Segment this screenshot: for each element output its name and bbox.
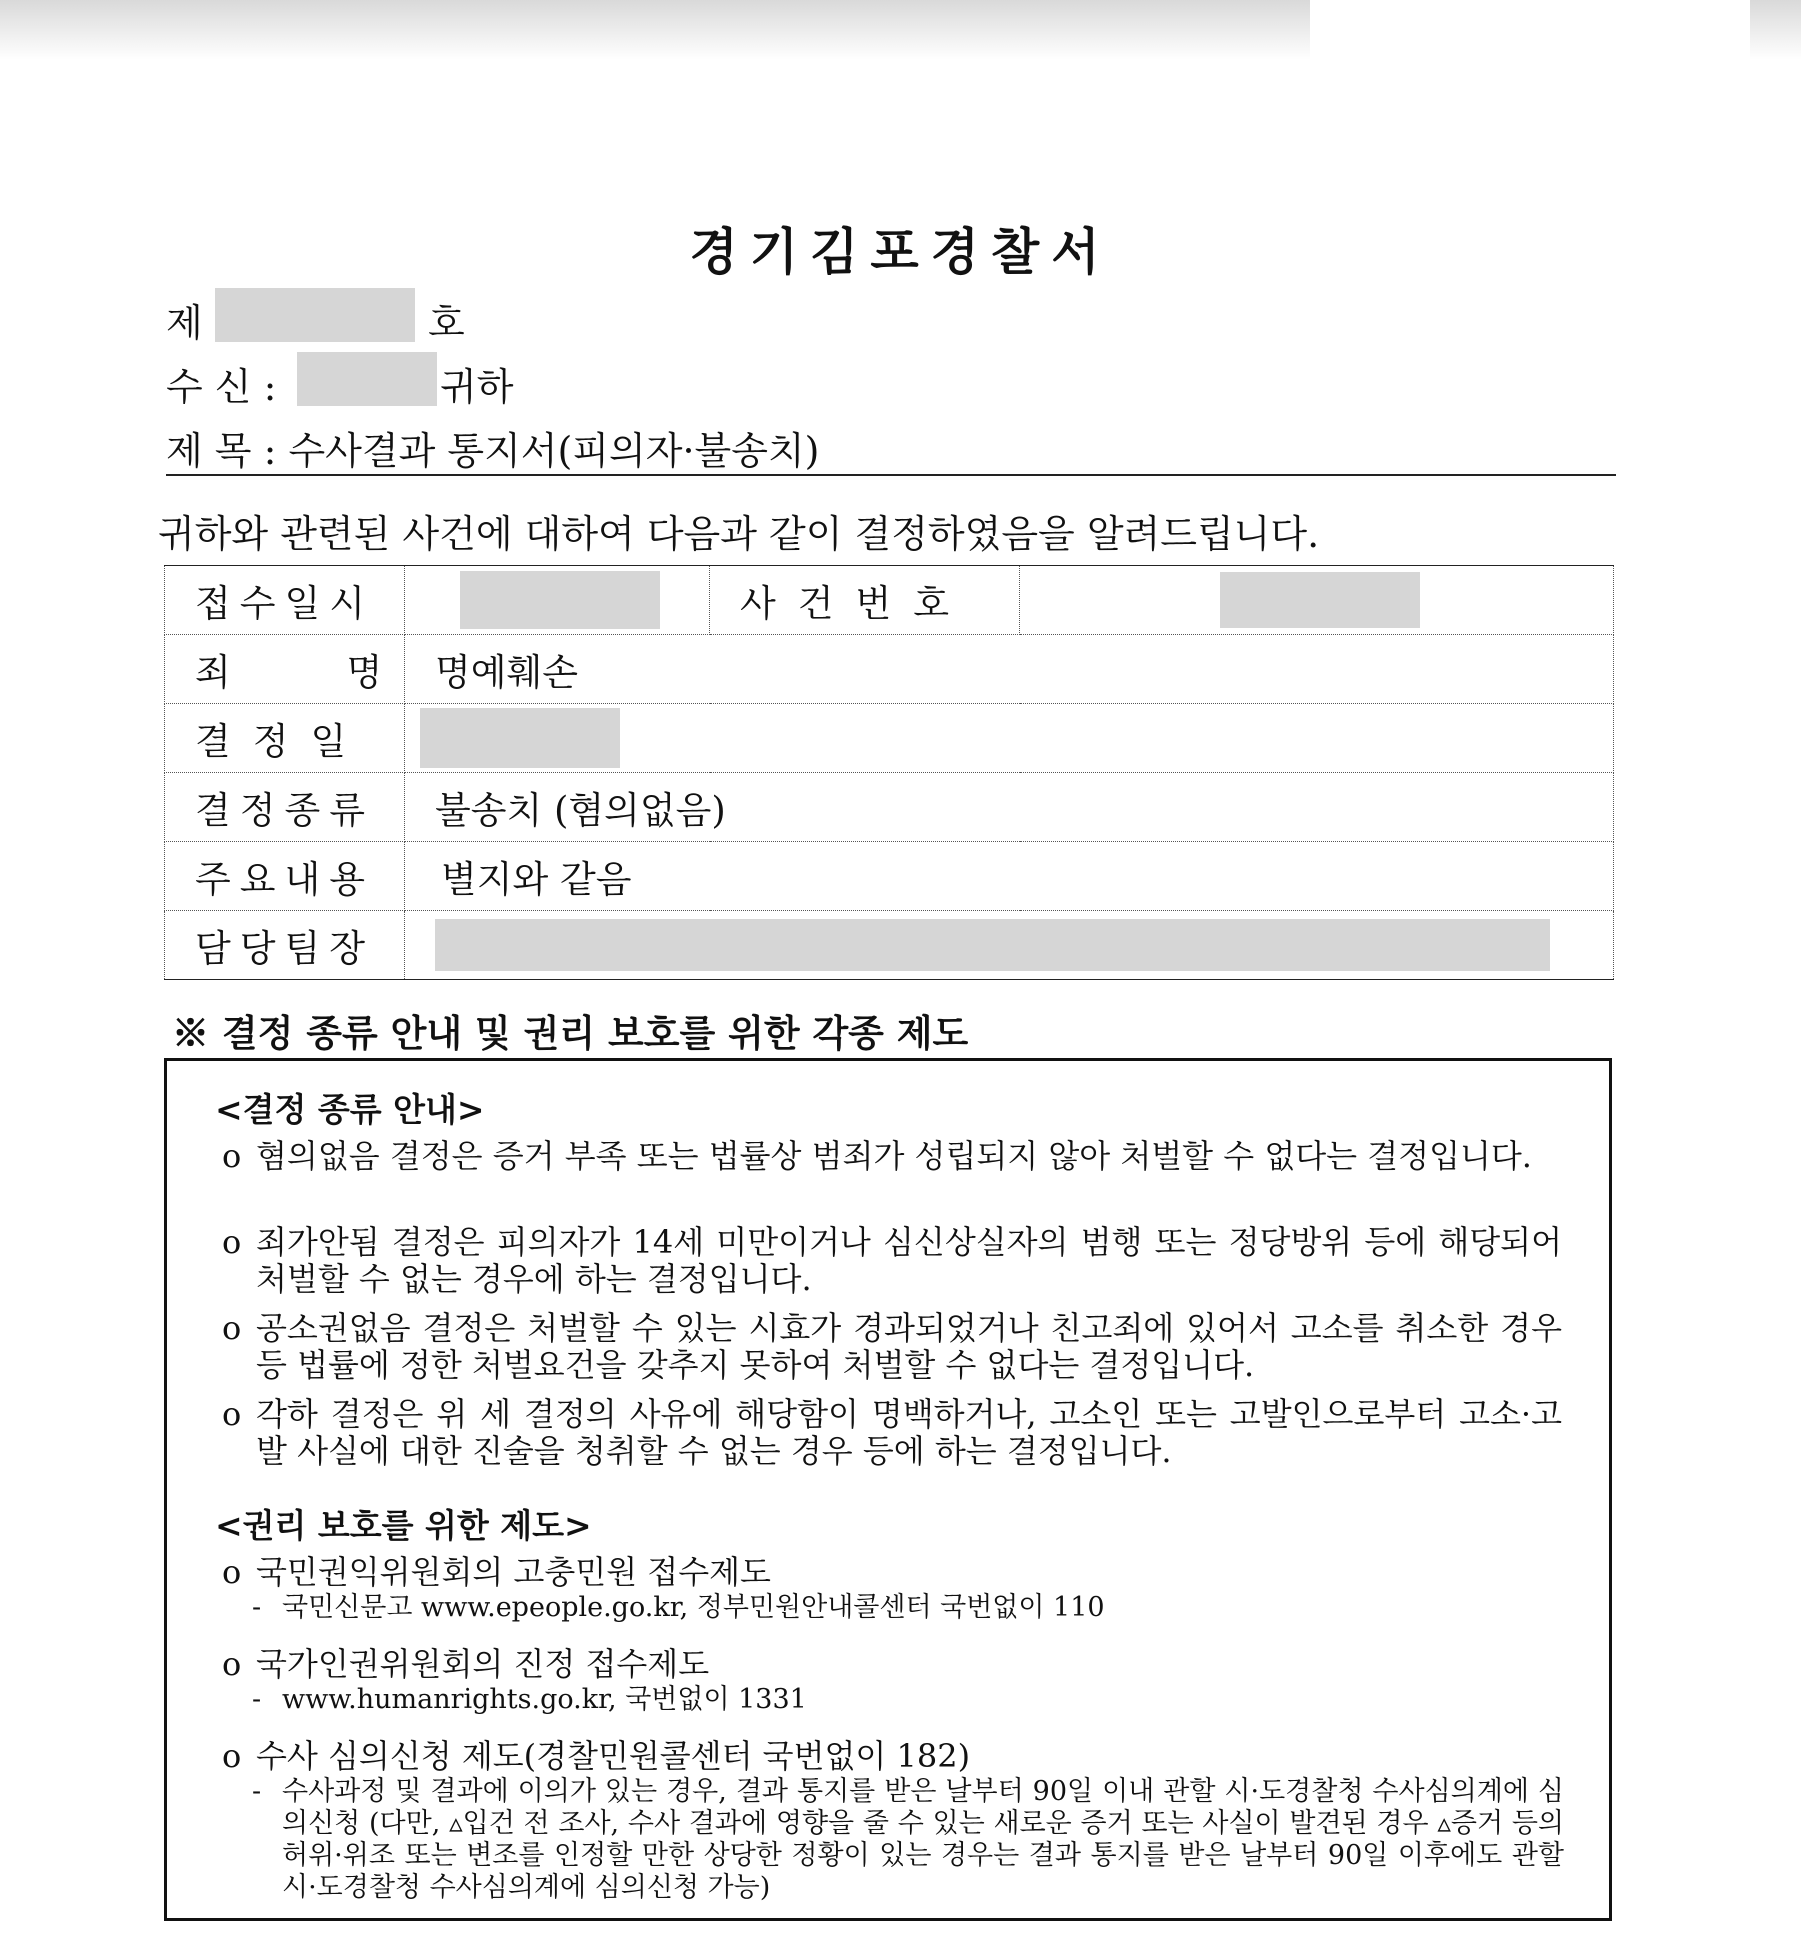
list-item: o 수사 심의신청 제도(경찰민원콜센터 국번없이 182) <box>222 1737 971 1775</box>
case-number-value <box>1020 566 1614 635</box>
list-item: o 혐의없음 결정은 증거 부족 또는 법률상 범죄가 성립되지 않아 처벌할 수 없다는 결정입니다. <box>222 1137 1532 1175</box>
bullet-icon: o <box>222 1395 242 1433</box>
team-leader-label: 담당팀장 <box>165 911 405 980</box>
table-row-content <box>165 842 1614 911</box>
list-item: o 국가인권위원회의 진정 접수제도 <box>222 1645 710 1683</box>
case-number-label: 사건번호 <box>710 566 1020 635</box>
decision-type-value: 불송치 (혐의없음) <box>405 773 1614 842</box>
list-item-detail: - 국민신문고 www.epeople.go.kr, 정부민원안내콜센터 국번없이 110 <box>252 1592 1105 1623</box>
decision-type-label: 결정종류 <box>165 773 405 842</box>
bullet-icon: o <box>222 1223 242 1261</box>
bullet-icon: o <box>222 1645 242 1683</box>
bullet-icon: o <box>222 1553 242 1591</box>
intro-text: 귀하와 관련된 사건에 대하여 다음과 같이 결정하였음을 알려드립니다. <box>158 512 1320 556</box>
received-value <box>405 566 710 635</box>
received-label: 접수일시 <box>165 566 405 635</box>
redacted-received-datetime <box>460 571 660 629</box>
table-row-decision-type <box>165 773 1614 842</box>
decision-date-label: 결정일 <box>165 704 405 773</box>
bullet-icon: o <box>222 1137 242 1175</box>
list-item: o 각하 결정은 위 세 결정의 사유에 해당함이 명백하거나, 고소인 또는 고발인으로부터 고소·고발 사실에 대한 진술을 청취할 수 없는 경우 등에 하는 결정입니다. <box>222 1395 1562 1470</box>
table-row-team <box>165 911 1614 980</box>
redacted-document-number <box>215 288 415 342</box>
decision-types-heading: <결정 종류 안내> <box>215 1090 485 1129</box>
page-top-gap <box>1310 0 1750 60</box>
crime-label: 죄 명 <box>165 635 405 704</box>
team-leader-value <box>405 911 1614 980</box>
redacted-recipient-name <box>297 352 437 406</box>
recipient-label: 수 신 : <box>166 365 277 409</box>
document-title: 경기김포경찰서 <box>689 222 1112 281</box>
crime-value: 명예훼손 <box>405 635 1614 704</box>
header-divider <box>166 474 1616 476</box>
table-row-crime <box>165 635 1614 704</box>
number-suffix: 호 <box>428 301 465 345</box>
decision-date-value <box>405 704 1614 773</box>
content-value: 별지와 같음 <box>405 842 1614 911</box>
list-item-detail: - www.humanrights.go.kr, 국번없이 1331 <box>252 1684 807 1715</box>
redacted-team-leader <box>435 919 1550 971</box>
bullet-icon: o <box>222 1737 242 1775</box>
notice-title: ※ 결정 종류 안내 및 권리 보호를 위한 각종 제도 <box>172 1011 969 1055</box>
number-prefix: 제 <box>166 301 203 345</box>
list-item: o 죄가안됨 결정은 피의자가 14세 미만이거나 심신상실자의 범행 또는 정당방위 등에 해당되어 처벌할 수 없는 경우에 하는 결정입니다. <box>222 1223 1562 1298</box>
bullet-icon: o <box>222 1309 242 1347</box>
list-item-detail: - 수사과정 및 결과에 이의가 있는 경우, 결과 통지를 받은 날부터 90일 이내 관할 시·도경찰청 수사심의계에 심의신청 (다만, ▵입건 전 조사, 수사 결과에 영향을 줄 수 있는 새로운 증거 또는 사실이 발견된 경우 ▵증거 등의 허위·위조 또는 변조를 인정할 만한 상당한 정황이 있는 경우는 결과 통지를 받은 날부터 90일 이후에도 관할 시·도경찰청 수사심의계에 심의신청 가능) <box>252 1776 1564 1903</box>
content-label: 주요내용 <box>165 842 405 911</box>
table-row-received <box>165 566 1614 635</box>
subject-line: 제 목 : 수사결과 통지서(피의자·불송치) <box>166 429 820 473</box>
dash-icon: - <box>252 1776 262 1807</box>
dash-icon: - <box>252 1684 262 1715</box>
table-row-decision-date <box>165 704 1614 773</box>
dash-icon: - <box>252 1592 262 1623</box>
list-item: o 국민권익위원회의 고충민원 접수제도 <box>222 1553 771 1591</box>
recipient-suffix: 귀하 <box>440 365 514 409</box>
list-item: o 공소권없음 결정은 처벌할 수 있는 시효가 경과되었거나 친고죄에 있어서 고소를 취소한 경우 등 법률에 정한 처벌요건을 갖추지 못하여 처벌할 수 없다는 결정입니다. <box>222 1309 1562 1384</box>
rights-heading: <권리 보호를 위한 제도> <box>215 1506 592 1545</box>
case-info-table <box>164 565 1614 980</box>
redacted-case-number <box>1220 572 1420 628</box>
redacted-decision-date <box>420 708 620 768</box>
